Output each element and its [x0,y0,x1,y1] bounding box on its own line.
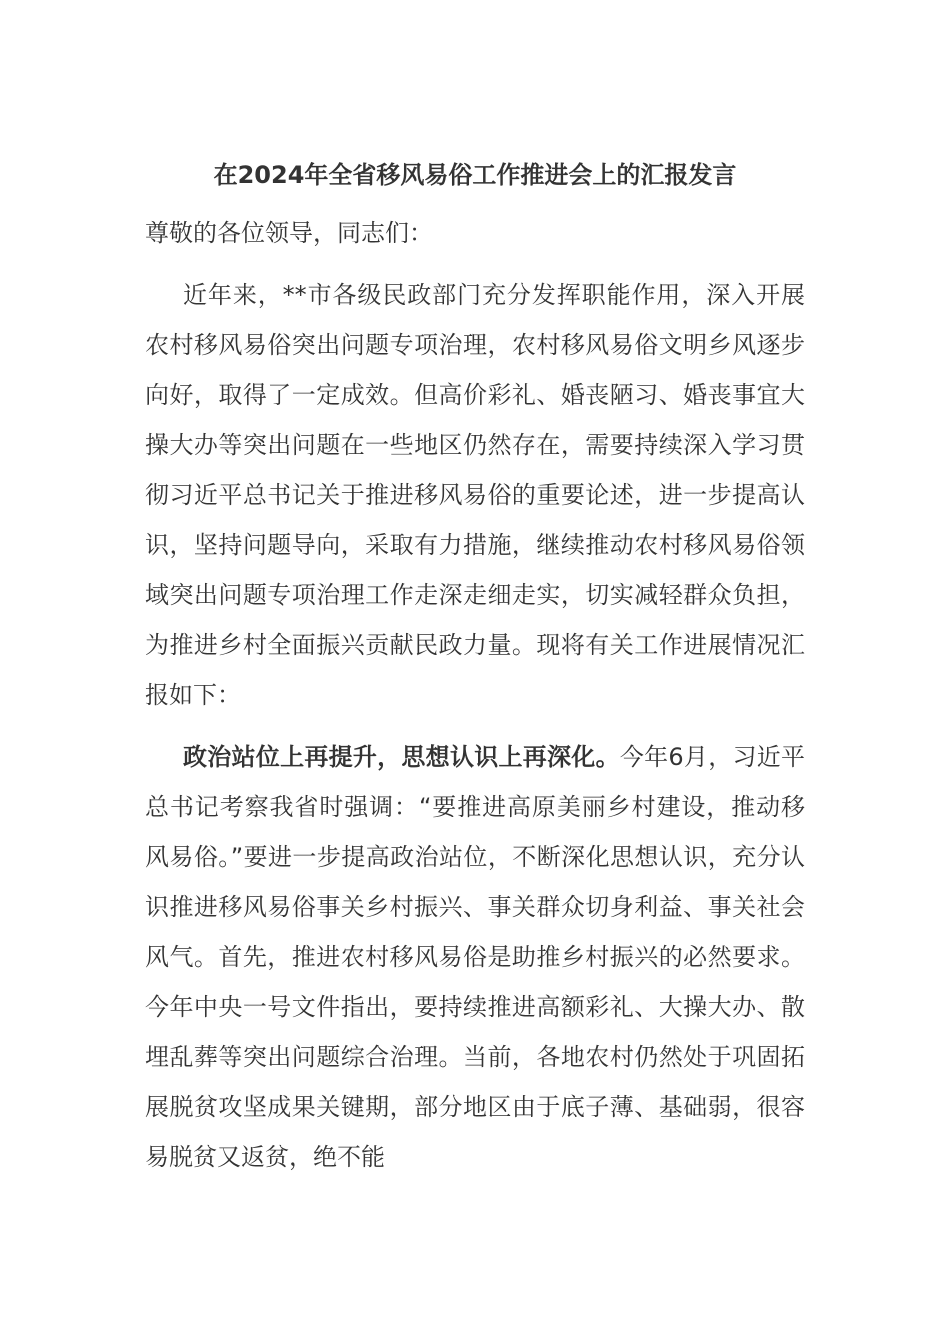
paragraph-section-one-text: 今年6月，习近平总书记考察我省时强调：“要推进高原美丽乡村建设，推动移风易俗。”要进一步提高政治站位，不断深化思想认识，充分认识推进移风易俗事关乡村振兴、事关群众切身利益、事关社会风气。首先，推进农村移风易俗是助推乡村振兴的必然要求。今年中央一号文件指出，要持续推进高额彩礼、大操大办、散埋乱葬等突出问题综合治理。当前，各地农村仍然处于巩固拓展脱贫攻坚成果关键期，部分地区由于底子薄、基础弱，很容易脱贫又返贫，绝不能 [145,743,805,1171]
paragraph-intro [145,270,805,720]
document-body [145,150,805,1182]
document-title: 在2024年全省移风易俗工作推进会上的汇报发言 [213,161,737,189]
section-heading-political-stance: 政治站位上再提升，思想认识上再深化。 [183,743,620,771]
paragraph-section-one [145,732,805,1182]
paragraph-intro-text: 近年来，**市各级民政部门充分发挥职能作用，深入开展农村移风易俗突出问题专项治理，农村移风易俗文明乡风逐步向好，取得了一定成效。但高价彩礼、婚丧陋习、婚丧事宜大操大办等突出问题在一些地区仍然存在，需要持续深入学习贯彻习近平总书记关于推进移风易俗的重要论述，进一步提高认识，坚持问题导向，采取有力措施，继续推动农村移风易俗领域突出问题专项治理工作走深走细走实，切实减轻群众负担，为推进乡村全面振兴贡献民政力量。现将有关工作进展情况汇报如下： [145,281,805,709]
salutation: 尊敬的各位领导，同志们： [145,219,433,247]
